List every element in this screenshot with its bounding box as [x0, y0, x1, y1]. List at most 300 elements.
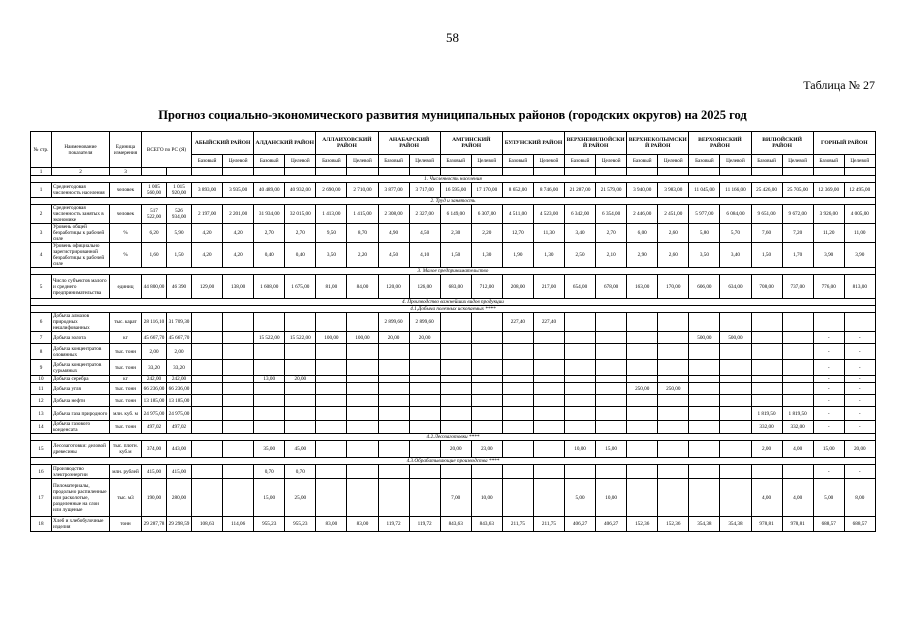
value-cell [596, 383, 627, 395]
value-cell [471, 383, 502, 395]
value-cell: 35,00 [254, 441, 285, 458]
value-cell [378, 376, 409, 383]
value-cell: 17 170,00 [471, 183, 502, 198]
value-cell: 227,40 [502, 313, 533, 332]
value-cell [502, 441, 533, 458]
value-cell [440, 313, 471, 332]
table-row [31, 243, 876, 268]
value-cell: - [844, 344, 875, 360]
value-cell: 2,00 [167, 344, 192, 360]
value-cell: 1 413,00 [316, 205, 347, 224]
value-cell [254, 344, 285, 360]
value-cell [596, 465, 627, 479]
value-cell: 4,00 [782, 441, 813, 458]
value-cell: 5,80 [689, 224, 720, 243]
value-cell: 678,00 [596, 275, 627, 299]
table-row [31, 395, 876, 407]
value-cell: 15 522,00 [254, 332, 285, 344]
value-cell: 4,20 [192, 243, 223, 268]
value-cell [440, 395, 471, 407]
value-cell: 1,30 [533, 243, 564, 268]
value-cell: 978,81 [782, 517, 813, 532]
indicator-name: Пиломатериалы, продольно распиленные или расколотые, разделенные на слои или лущеные [52, 479, 110, 517]
value-cell [440, 383, 471, 395]
header-scenario: Базовый [689, 155, 720, 168]
value-cell [378, 479, 409, 517]
value-cell [720, 313, 751, 332]
unit-cell: тыс. тонн [110, 395, 142, 407]
value-cell [689, 441, 720, 458]
value-cell: 0,70 [254, 465, 285, 479]
value-cell: 500,00 [720, 332, 751, 344]
indicator-name: Уровень общей безработицы к рабочей силе [52, 224, 110, 243]
value-cell: 6 354,00 [596, 205, 627, 224]
header-scenario: Целевой [658, 155, 689, 168]
value-cell: 100,00 [347, 332, 378, 344]
unit-cell: тыс. карат [110, 313, 142, 332]
value-cell: 29 298,59 [167, 517, 192, 532]
value-cell: 737,00 [782, 275, 813, 299]
value-cell: 21 287,00 [565, 183, 596, 198]
value-cell: 11 166,00 [720, 183, 751, 198]
index-cell [378, 168, 409, 176]
value-cell [316, 383, 347, 395]
value-cell: 25 705,00 [782, 183, 813, 198]
value-cell: - [813, 360, 844, 376]
indicator-name: Добыча золота [52, 332, 110, 344]
value-cell: 23,00 [471, 441, 502, 458]
value-cell: 8 746,00 [533, 183, 564, 198]
row-number: 12 [31, 395, 52, 407]
indicator-name: Лесозаготовки: деловой древесины [52, 441, 110, 458]
indicator-name: Добыча концентратов оловянных [52, 344, 110, 360]
value-cell [223, 383, 254, 395]
section-title: 1. Численность населения [31, 176, 876, 183]
indicator-name: Добыча газового конденсата [52, 421, 110, 434]
value-cell: 15,00 [596, 441, 627, 458]
unit-cell: человек [110, 205, 142, 224]
value-cell [254, 313, 285, 332]
table-row [31, 205, 876, 224]
value-cell [596, 376, 627, 383]
value-cell: 5,00 [813, 479, 844, 517]
header-scenario: Целевой [844, 155, 875, 168]
value-cell: 1,90 [502, 243, 533, 268]
indicator-name: Среднегодовая численность населения [52, 183, 110, 198]
value-cell [658, 360, 689, 376]
index-cell [533, 168, 564, 176]
value-cell [192, 360, 223, 376]
value-cell [471, 376, 502, 383]
header-scenario: Целевой [720, 155, 751, 168]
value-cell [316, 360, 347, 376]
value-cell [378, 421, 409, 434]
value-cell [565, 332, 596, 344]
value-cell: 6 084,00 [720, 205, 751, 224]
value-cell [502, 465, 533, 479]
header-region: ГОРНЫЙ РАЙОН [813, 132, 875, 155]
value-cell: 2 327,00 [409, 205, 440, 224]
value-cell [565, 383, 596, 395]
value-cell: 83,00 [316, 517, 347, 532]
value-cell: 4,50 [409, 224, 440, 243]
value-cell: - [844, 383, 875, 395]
value-cell [533, 332, 564, 344]
value-cell [316, 421, 347, 434]
header-scenario: Базовый [192, 155, 223, 168]
value-cell [565, 407, 596, 421]
value-cell: 11 045,00 [689, 183, 720, 198]
value-cell [596, 360, 627, 376]
value-cell: 163,00 [627, 275, 658, 299]
value-cell: 66 236,00 [167, 383, 192, 395]
table-row [31, 376, 876, 383]
value-cell [471, 465, 502, 479]
value-cell: 2,60 [658, 243, 689, 268]
value-cell: 6 342,00 [565, 205, 596, 224]
value-cell [378, 407, 409, 421]
value-cell [782, 395, 813, 407]
value-cell [192, 465, 223, 479]
section-title: 4.1.Добыча полезных ископаемых **** [31, 306, 876, 313]
row-number: 13 [31, 407, 52, 421]
value-cell: 688,57 [844, 517, 875, 532]
row-number: 10 [31, 376, 52, 383]
value-cell: 31 709,30 [167, 313, 192, 332]
header-region: АЛЛАИХОВСКИЙ РАЙОН [316, 132, 378, 155]
header-scenario: Базовый [316, 155, 347, 168]
value-cell: 497,02 [142, 421, 167, 434]
value-cell: 406,27 [596, 517, 627, 532]
value-cell: 45,00 [285, 441, 316, 458]
value-cell: 3,50 [316, 243, 347, 268]
unit-cell: млн. куб. м [110, 407, 142, 421]
row-number: 7 [31, 332, 52, 344]
value-cell [689, 407, 720, 421]
value-cell: 152,36 [627, 517, 658, 532]
value-cell: 211,75 [502, 517, 533, 532]
value-cell: - [813, 407, 844, 421]
value-cell: 66 236,00 [142, 383, 167, 395]
value-cell [223, 313, 254, 332]
value-cell [565, 395, 596, 407]
value-cell: 8 652,00 [502, 183, 533, 198]
index-cell [782, 168, 813, 176]
value-cell [409, 344, 440, 360]
value-cell [223, 332, 254, 344]
value-cell [720, 360, 751, 376]
value-cell: 81,00 [316, 275, 347, 299]
value-cell [378, 465, 409, 479]
value-cell: 11,00 [844, 224, 875, 243]
value-cell [844, 313, 875, 332]
row-number: 8 [31, 344, 52, 360]
value-cell [316, 395, 347, 407]
section-title: 4.3.Обрабатывающие производства **** [31, 458, 876, 465]
value-cell: 25,00 [285, 479, 316, 517]
value-cell [689, 376, 720, 383]
value-cell [254, 360, 285, 376]
value-cell: 20,00 [409, 332, 440, 344]
row-number: 14 [31, 421, 52, 434]
value-cell: 332,00 [751, 421, 782, 434]
forecast-table-container [30, 131, 875, 532]
value-cell: 83,00 [347, 517, 378, 532]
value-cell: 6,00 [627, 224, 658, 243]
value-cell: 2 197,00 [192, 205, 223, 224]
table-row [31, 465, 876, 479]
value-cell [658, 395, 689, 407]
section-row [31, 176, 876, 183]
value-cell [471, 407, 502, 421]
value-cell [720, 465, 751, 479]
value-cell: 1,60 [142, 243, 167, 268]
value-cell: 4 005,00 [844, 205, 875, 224]
value-cell [192, 421, 223, 434]
value-cell [533, 441, 564, 458]
value-cell [565, 376, 596, 383]
value-cell: 45 667,70 [167, 332, 192, 344]
value-cell [378, 360, 409, 376]
value-cell: 250,00 [658, 383, 689, 395]
value-cell: 114,06 [223, 517, 254, 532]
value-cell [223, 421, 254, 434]
value-cell: 4,50 [378, 243, 409, 268]
value-cell [751, 360, 782, 376]
value-cell [440, 376, 471, 383]
value-cell [254, 395, 285, 407]
value-cell: 2 308,00 [378, 205, 409, 224]
index-cell [167, 168, 192, 176]
index-cell [192, 168, 223, 176]
value-cell [658, 313, 689, 332]
value-cell [596, 332, 627, 344]
value-cell: 138,00 [223, 275, 254, 299]
value-cell [192, 407, 223, 421]
header-unit: Единица измерения [110, 132, 142, 168]
value-cell [782, 465, 813, 479]
value-cell [751, 465, 782, 479]
value-cell [409, 395, 440, 407]
value-cell [192, 383, 223, 395]
value-cell [440, 421, 471, 434]
value-cell [409, 383, 440, 395]
index-cell [409, 168, 440, 176]
section-title: 4.2.Лесозаготовки **** [31, 434, 876, 441]
value-cell: 8,70 [347, 224, 378, 243]
value-cell: - [844, 421, 875, 434]
value-cell: - [813, 421, 844, 434]
header-scenario: Целевой [285, 155, 316, 168]
table-row [31, 421, 876, 434]
index-cell [316, 168, 347, 176]
value-cell [223, 465, 254, 479]
value-cell: 100,00 [316, 332, 347, 344]
value-cell [254, 383, 285, 395]
header-region: АБЫЙСКИЙ РАЙОН [192, 132, 254, 155]
value-cell [565, 465, 596, 479]
row-number: 15 [31, 441, 52, 458]
value-cell: 32 015,00 [285, 205, 316, 224]
value-cell [627, 332, 658, 344]
value-cell: - [844, 395, 875, 407]
value-cell [782, 313, 813, 332]
header-region: ВЕРХНЕВИЛЮЙСКИЙ РАЙОН [565, 132, 627, 155]
page-number: 58 [446, 30, 459, 45]
value-cell: 28 116,10 [142, 313, 167, 332]
value-cell: 33,20 [167, 360, 192, 376]
row-number: 5 [31, 275, 52, 299]
value-cell: 11,20 [813, 224, 844, 243]
value-cell: 2 690,00 [316, 183, 347, 198]
value-cell: 2 710,00 [347, 183, 378, 198]
header-scenario: Базовый [813, 155, 844, 168]
value-cell [254, 407, 285, 421]
value-cell [223, 479, 254, 517]
value-cell [347, 465, 378, 479]
header-scenario: Целевой [596, 155, 627, 168]
indicator-name: Добыча серебра [52, 376, 110, 383]
value-cell: 15,00 [813, 441, 844, 458]
value-cell: 415,00 [167, 465, 192, 479]
row-number: 17 [31, 479, 52, 517]
row-number: 16 [31, 465, 52, 479]
header-region: ВИЛЮЙСКИЙ РАЙОН [751, 132, 813, 155]
table-row [31, 224, 876, 243]
value-cell: - [844, 465, 875, 479]
value-cell [689, 421, 720, 434]
document-title: Прогноз социально-экономического развития муниципальных районов (городских округов) на 2025 год [158, 108, 747, 122]
header-row [31, 132, 876, 155]
value-cell: 1,50 [751, 243, 782, 268]
value-cell: 354,38 [720, 517, 751, 532]
table-row [31, 517, 876, 532]
unit-cell: тыс. тонн [110, 383, 142, 395]
header-scenario: Базовый [254, 155, 285, 168]
header-scenario: Базовый [751, 155, 782, 168]
value-cell [440, 360, 471, 376]
value-cell: 4,00 [782, 479, 813, 517]
value-cell: - [844, 332, 875, 344]
value-cell [223, 407, 254, 421]
value-cell [440, 344, 471, 360]
value-cell: 443,00 [167, 441, 192, 458]
value-cell: - [813, 465, 844, 479]
value-cell [627, 376, 658, 383]
value-cell [751, 332, 782, 344]
value-cell [285, 407, 316, 421]
value-cell: 10,00 [596, 479, 627, 517]
value-cell: 119,72 [378, 517, 409, 532]
index-cell [471, 168, 502, 176]
value-cell: 25 426,00 [751, 183, 782, 198]
value-cell: 13 185,00 [142, 395, 167, 407]
value-cell: 84,00 [347, 275, 378, 299]
value-cell: 2,50 [565, 243, 596, 268]
header-scenario: Базовый [440, 155, 471, 168]
header-scenario: Целевой [409, 155, 440, 168]
value-cell: 776,00 [813, 275, 844, 299]
value-cell: 4 523,00 [533, 205, 564, 224]
value-cell [720, 383, 751, 395]
unit-cell: % [110, 243, 142, 268]
value-cell [720, 479, 751, 517]
value-cell: 1,70 [782, 243, 813, 268]
value-cell: - [813, 383, 844, 395]
value-cell [192, 332, 223, 344]
value-cell: 1 608,00 [254, 275, 285, 299]
index-cell [720, 168, 751, 176]
indicator-name: Добыча газа природного [52, 407, 110, 421]
value-cell [347, 376, 378, 383]
value-cell [285, 421, 316, 434]
value-cell: 1 005 560,00 [142, 183, 167, 198]
value-cell [192, 395, 223, 407]
section-row [31, 299, 876, 306]
value-cell: 4,00 [751, 479, 782, 517]
value-cell [409, 360, 440, 376]
value-cell [689, 313, 720, 332]
value-cell: 11,30 [533, 224, 564, 243]
header-scenario: Базовый [502, 155, 533, 168]
unit-cell: % [110, 224, 142, 243]
value-cell: 654,00 [565, 275, 596, 299]
value-cell: 843,63 [471, 517, 502, 532]
value-cell: 978,81 [751, 517, 782, 532]
value-cell: 0,70 [285, 465, 316, 479]
value-cell [347, 344, 378, 360]
value-cell: 3,40 [720, 243, 751, 268]
header-total: ВСЕГО по РС (Я) [142, 132, 192, 168]
table-label: Таблица № 27 [803, 78, 875, 92]
value-cell: 217,00 [533, 275, 564, 299]
value-cell [596, 421, 627, 434]
value-cell [596, 344, 627, 360]
table-row [31, 344, 876, 360]
value-cell [565, 360, 596, 376]
value-cell: 688,57 [813, 517, 844, 532]
section-row [31, 458, 876, 465]
header-scenario: Целевой [782, 155, 813, 168]
header-region: БУЛУНСКИЙ РАЙОН [502, 132, 564, 155]
value-cell [502, 407, 533, 421]
value-cell [751, 313, 782, 332]
value-cell [502, 395, 533, 407]
value-cell [782, 332, 813, 344]
value-cell: 29 287,78 [142, 517, 167, 532]
value-cell [471, 332, 502, 344]
table-row [31, 407, 876, 421]
value-cell [502, 421, 533, 434]
index-cell [142, 168, 167, 176]
indicator-name: Хлеб и хлебобулочные изделия [52, 517, 110, 532]
indicator-name: Уровень официально зарегистрированной безработицы к рабочей силе [52, 243, 110, 268]
value-cell: 3 940,00 [627, 183, 658, 198]
value-cell: 13 185,00 [167, 395, 192, 407]
table-row [31, 183, 876, 198]
section-row [31, 198, 876, 205]
header-scenario: Базовый [378, 155, 409, 168]
value-cell: 126,00 [409, 275, 440, 299]
unit-cell: тыс. плотн. куб.м [110, 441, 142, 458]
value-cell: 843,63 [440, 517, 471, 532]
index-cell [347, 168, 378, 176]
value-cell: 0,40 [285, 243, 316, 268]
value-cell [440, 332, 471, 344]
value-cell: 24 975,00 [142, 407, 167, 421]
unit-cell: тонн [110, 517, 142, 532]
unit-cell: единиц [110, 275, 142, 299]
